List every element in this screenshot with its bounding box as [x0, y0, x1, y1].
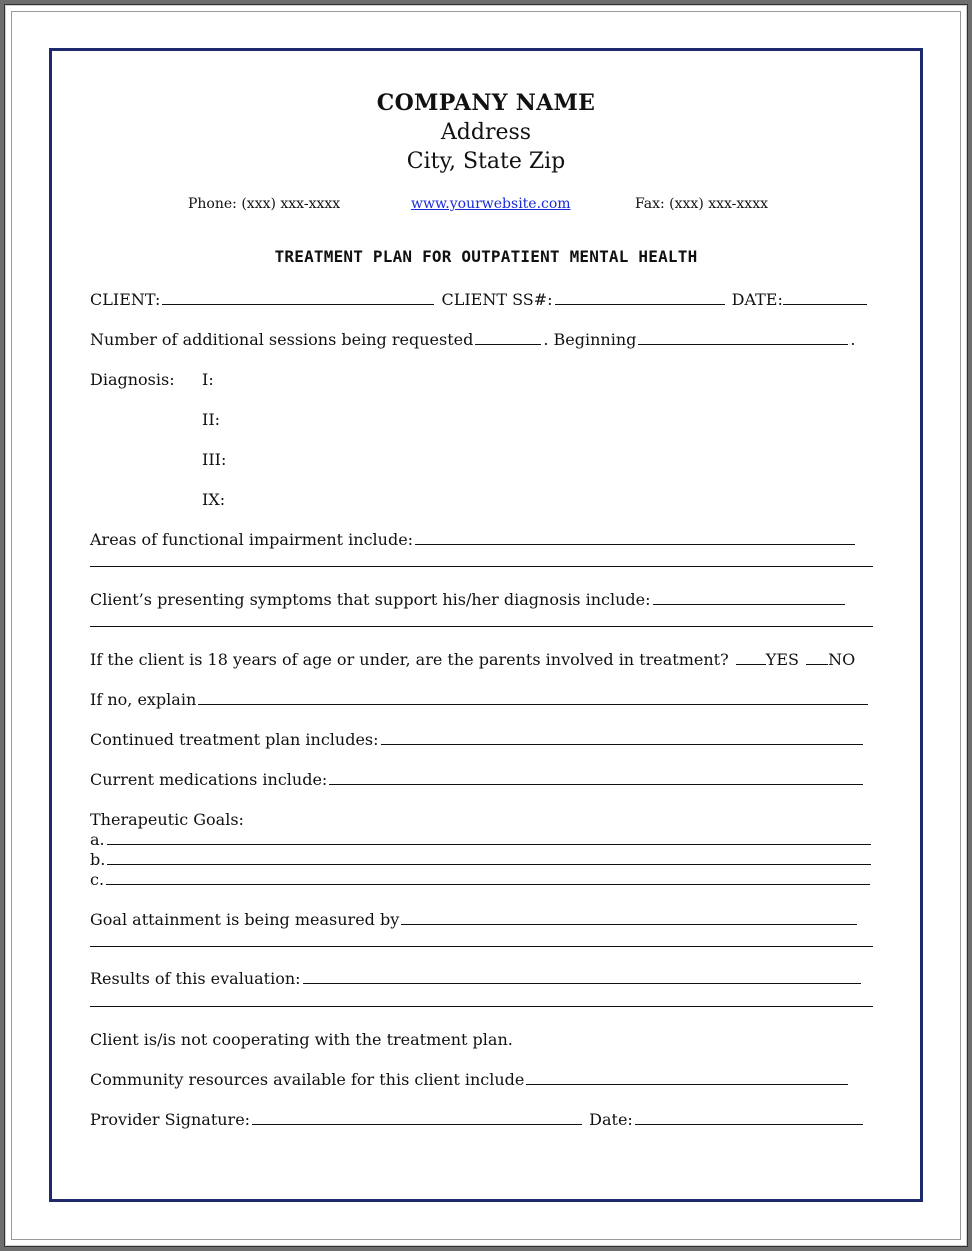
client-ss-field[interactable] — [555, 290, 725, 305]
goal-c-field[interactable] — [106, 870, 870, 885]
date-field[interactable] — [783, 290, 867, 305]
goal-b-label: b. — [90, 850, 106, 869]
symptoms-field[interactable] — [653, 590, 845, 605]
explain-field[interactable] — [198, 690, 868, 705]
parents-row — [90, 650, 855, 670]
goal-b-field[interactable] — [107, 850, 871, 865]
sessions-period: . — [850, 330, 856, 349]
parents-question: If the client is 18 years of age or under, are the parents involved in treatment? — [90, 650, 729, 669]
phone-number: Phone: (xxx) xxx-xxxx — [188, 196, 341, 212]
fax-number: Fax: (xxx) xxx-xxxx — [635, 196, 768, 212]
attainment-field[interactable] — [401, 910, 857, 925]
community-label: Community resources available for this client include — [90, 1070, 525, 1089]
diagnosis-axis-4[interactable]: IX: — [202, 490, 226, 509]
medications-row — [90, 770, 865, 790]
goal-a-label: a. — [90, 830, 105, 849]
goal-b-row — [90, 850, 873, 870]
results-label: Results of this evaluation: — [90, 969, 301, 988]
company-address: Address — [440, 120, 532, 145]
symptoms-row — [90, 590, 847, 610]
medications-label: Current medications include: — [90, 770, 328, 789]
medications-field[interactable] — [329, 770, 863, 785]
continued-label: Continued treatment plan includes: — [90, 730, 379, 749]
document-frame — [49, 48, 923, 1202]
yes-label: YES — [765, 650, 799, 669]
signature-field[interactable] — [252, 1110, 582, 1125]
client-label: CLIENT: — [90, 290, 161, 309]
client-field[interactable] — [162, 290, 434, 305]
client-ss-label: CLIENT SS#: — [441, 290, 553, 309]
goal-c-row — [90, 870, 872, 890]
diagnosis-axis-3[interactable]: III: — [202, 450, 227, 469]
attainment-label: Goal attainment is being measured by — [90, 910, 400, 929]
explain-row — [90, 690, 870, 710]
impairment-row — [90, 530, 857, 550]
results-field[interactable] — [303, 969, 861, 984]
goal-a-field[interactable] — [107, 830, 871, 845]
diagnosis-axis-2[interactable]: II: — [202, 410, 221, 429]
company-city: City, State Zip — [406, 149, 566, 174]
sessions-row — [90, 330, 855, 350]
signature-label: Provider Signature: — [90, 1110, 251, 1129]
attainment-row — [90, 910, 859, 930]
cooperating-text: Client is/is not cooperating with the treatment plan. — [90, 1030, 513, 1049]
symptoms-label: Client’s presenting symptoms that support his/her diagnosis include: — [90, 590, 651, 609]
community-row — [90, 1070, 850, 1090]
goal-a-row — [90, 830, 873, 850]
impairment-field[interactable] — [415, 530, 855, 545]
results-field-line-2[interactable] — [90, 1006, 873, 1007]
form-title: TREATMENT PLAN FOR OUTPATIENT MENTAL HEALTH — [274, 247, 698, 266]
beginning-label: . Beginning — [543, 330, 637, 349]
no-field[interactable] — [806, 650, 828, 665]
yes-field[interactable] — [736, 650, 766, 665]
website-link[interactable]: www.yourwebsite.com — [411, 196, 571, 212]
beginning-field[interactable] — [638, 330, 848, 345]
date-label: DATE: — [731, 290, 783, 309]
diagnosis-label: Diagnosis: — [90, 370, 175, 389]
no-label: NO — [828, 650, 856, 669]
diagnosis-axis-1[interactable]: I: — [202, 370, 214, 389]
goal-c-label: c. — [90, 870, 105, 889]
goals-label: Therapeutic Goals: — [90, 810, 244, 829]
sessions-field[interactable] — [475, 330, 541, 345]
sessions-label: Number of additional sessions being requested — [90, 330, 474, 349]
signature-row — [90, 1110, 865, 1130]
symptoms-field-line-2[interactable] — [90, 626, 873, 627]
continued-row — [90, 730, 865, 750]
signature-date-field[interactable] — [635, 1110, 863, 1125]
explain-label: If no, explain — [90, 690, 197, 709]
community-field[interactable] — [526, 1070, 848, 1085]
impairment-field-line-2[interactable] — [90, 566, 873, 567]
attainment-field-line-2[interactable] — [90, 946, 873, 947]
results-row — [90, 969, 863, 989]
signature-date-label: Date: — [589, 1110, 633, 1129]
impairment-label: Areas of functional impairment include: — [90, 530, 414, 549]
company-name: COMPANY NAME — [376, 90, 596, 116]
continued-field[interactable] — [381, 730, 863, 745]
client-row — [90, 290, 869, 310]
